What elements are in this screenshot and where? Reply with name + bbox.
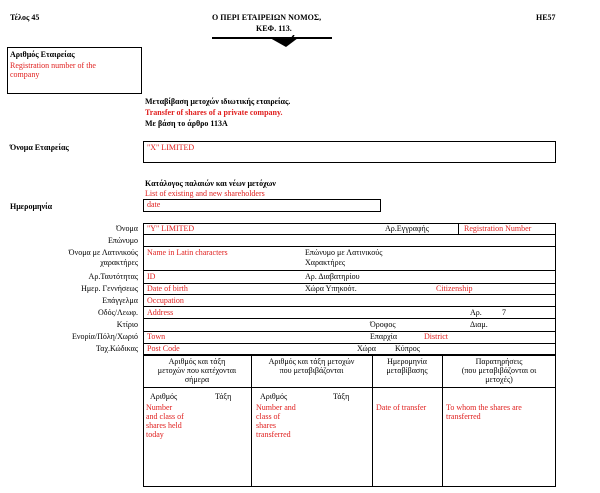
col2-sub-class: Τάξη — [333, 392, 350, 401]
id-value[interactable]: ID — [147, 272, 156, 281]
form-title-line2: ΚΕΦ. 113. — [256, 24, 292, 33]
col3-header-2: μεταβίβασης — [386, 366, 428, 375]
street-number-label: Αρ. — [470, 308, 482, 317]
col2-value-4[interactable]: transferred — [256, 430, 291, 439]
col2-header-1: Αριθμός και τάξη μετοχών — [268, 357, 355, 366]
date-label: Ημερομηνία — [10, 202, 53, 211]
col4-header-2: (που μεταβιβάζονται οι — [461, 366, 537, 375]
date-value: date — [147, 200, 161, 209]
row-label-occupation: Επάγγελμα — [102, 296, 138, 305]
town-value[interactable]: Town — [147, 332, 166, 341]
occupation-value[interactable]: Occupation — [147, 296, 184, 305]
company-name-label: Όνομα Εταιρείας — [10, 143, 69, 152]
form-title-line1: Ο ΠΕΡΙ ΕΤΑΙΡΕΙΩΝ ΝΟΜΟΣ, — [212, 13, 322, 22]
district-label: Επαρχία — [370, 332, 398, 341]
intro-line-article: Με βάση το άρθρο 113Α — [145, 119, 228, 128]
col1-header-3: σήμερα — [184, 375, 210, 384]
shareholders-title-en: List of existing and new shareholders — [145, 189, 265, 198]
col3-value[interactable]: Date of transfer — [376, 403, 427, 412]
reg-value[interactable]: Registration Number — [464, 224, 532, 233]
form-code: HE57 — [536, 13, 556, 22]
col2-value-2[interactable]: class of — [256, 412, 281, 421]
reg-label: Αρ.Εγγραφής — [385, 224, 429, 233]
row-label-latin-1: Όνομα με Λατινικούς — [68, 248, 138, 257]
intro-line-gr: Μεταβίβαση μετοχών ιδιωτικής εταιρείας. — [145, 97, 291, 106]
date-field[interactable] — [143, 199, 381, 212]
country-label: Χώρα — [357, 344, 376, 353]
registration-label-gr: Αριθμός Εταιρείας — [10, 50, 75, 59]
row-label-postcode: Ταχ.Κώδικας — [95, 344, 138, 353]
row-label-id: Αρ.Ταυτότητας — [88, 272, 138, 281]
company-name-value: "X" LIMITED — [147, 143, 195, 152]
title-pen-mark — [268, 35, 302, 49]
row-label-building: Κτίριο — [116, 320, 138, 329]
district-value[interactable]: District — [424, 332, 448, 341]
col4-value-1[interactable]: To whom the shares are — [446, 403, 522, 412]
latin-name-value[interactable]: Name in Latin characters — [147, 248, 228, 257]
row-label-name: Όνομα — [116, 224, 138, 233]
col1-header-2: μετοχών που κατέχονται — [157, 366, 237, 375]
col1-header-1: Αριθμός και τάξη — [168, 357, 226, 366]
row-label-latin-2: χαρακτήρες — [100, 258, 138, 267]
citizenship-label: Χώρα Υπηκοότ. — [305, 284, 357, 293]
row-label-surname: Επώνυμο — [107, 236, 138, 245]
passport-label: Αρ. Διαβατηρίου — [305, 272, 360, 281]
fee-label: Τέλος 45 — [10, 13, 40, 22]
registration-label-en: Registration number of the company — [10, 61, 96, 80]
col1-value-4[interactable]: today — [146, 430, 164, 439]
floor-label: Όροφος — [370, 320, 396, 329]
street-number-value[interactable]: 7 — [502, 308, 506, 317]
intro-line-en: Transfer of shares of a private company. — [145, 108, 283, 117]
company-name-field[interactable] — [143, 141, 556, 163]
col4-value-2[interactable]: transferred — [446, 412, 481, 421]
col4-header-3: μετοχές) — [485, 375, 513, 384]
col1-value-2[interactable]: and class of — [146, 412, 184, 421]
name-value[interactable]: "Y" LIMITED — [147, 224, 195, 233]
col3-header-1: Ημερομηνία — [387, 357, 427, 366]
apt-label: Διαμ. — [470, 320, 488, 329]
col2-sub-number: Αριθμός — [260, 392, 288, 401]
row-label-birth: Ημερ. Γεννήσεως — [81, 284, 138, 293]
postcode-value[interactable]: Post Code — [147, 344, 180, 353]
birth-value[interactable]: Date of birth — [147, 284, 188, 293]
citizenship-value[interactable]: Citizenship — [436, 284, 473, 293]
latin-surname-label-1: Επώνυμο με Λατινικούς — [305, 248, 383, 257]
row-label-parish: Ενορία/Πόλη/Χωριό — [72, 332, 138, 341]
col1-sub-class: Τάξη — [215, 392, 232, 401]
col1-value-3[interactable]: shares held — [146, 421, 182, 430]
shareholders-title-gr: Κατάλογος παλαιών και νέων μετόχων — [145, 179, 276, 188]
col4-header-1: Παρατηρήσεις — [475, 357, 523, 366]
street-value[interactable]: Address — [147, 308, 174, 317]
col1-value-1[interactable]: Number — [146, 403, 173, 412]
country-value[interactable]: Κύπρος — [395, 344, 420, 353]
col2-header-2: που μεταβιβάζονται — [279, 366, 344, 375]
col2-value-3[interactable]: shares — [256, 421, 276, 430]
col1-sub-number: Αριθμός — [150, 392, 178, 401]
latin-surname-label-2: Χαρακτήρες — [305, 258, 346, 267]
col2-value-1[interactable]: Number and — [256, 403, 296, 412]
row-label-street: Οδός/Λεωφ. — [98, 308, 138, 317]
